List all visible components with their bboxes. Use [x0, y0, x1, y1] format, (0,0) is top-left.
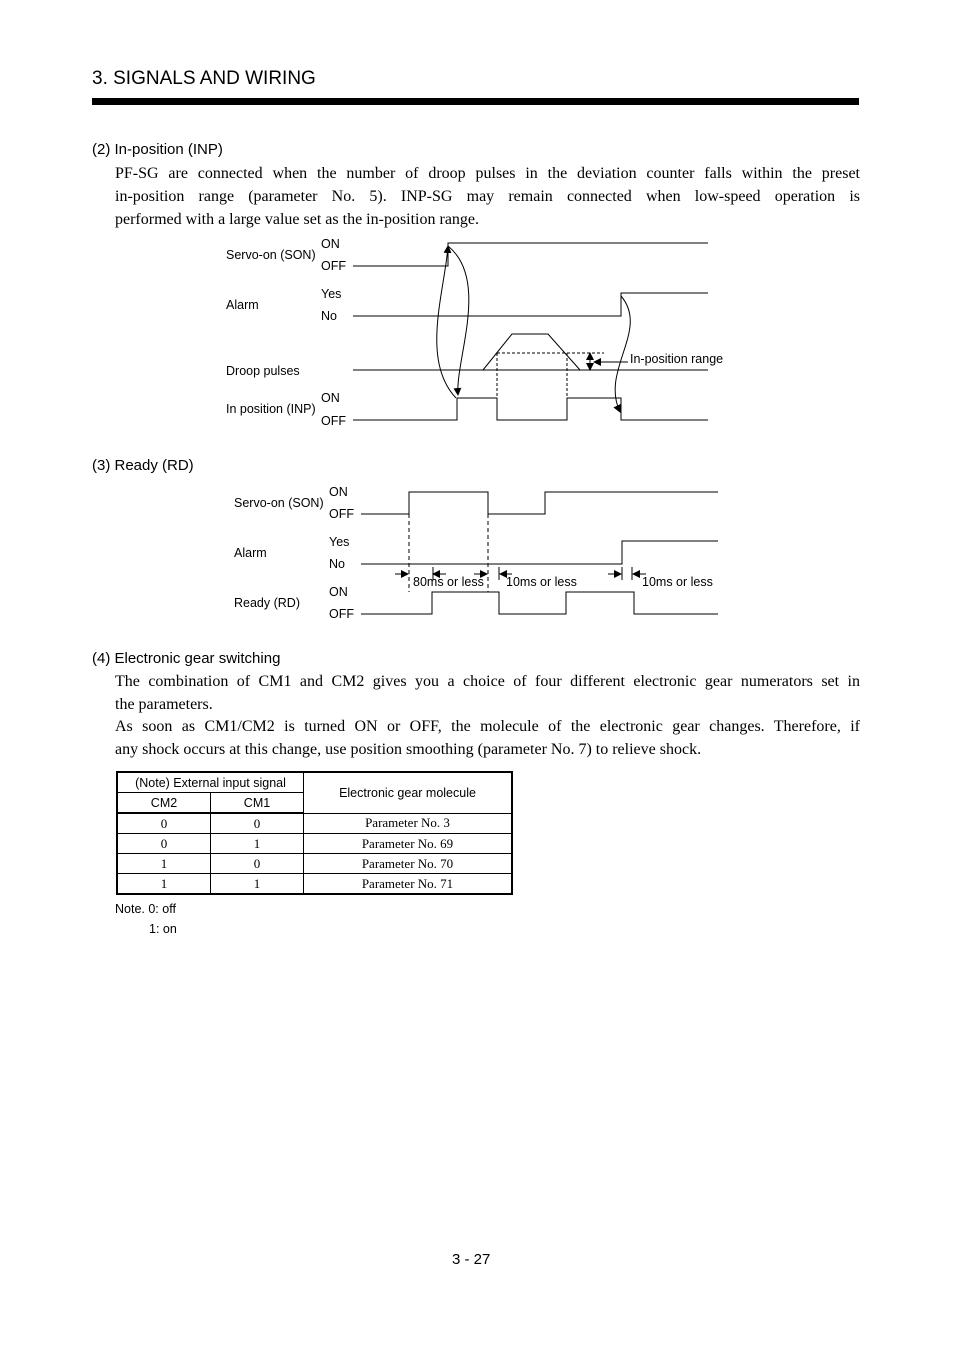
son-to-inp-arrow [437, 246, 456, 398]
chapter-title: 3. SIGNALS AND WIRING [92, 68, 316, 89]
gear-molecule-table [116, 771, 513, 895]
cell-molecule: Parameter No. 69 [304, 834, 513, 854]
table-row [117, 874, 512, 895]
son-to-inp-arrow [448, 246, 469, 395]
cell-molecule: Parameter No. 71 [304, 874, 513, 895]
paragraph-line: PF-SG are connected when the number of droop pulses in the deviation counter falls within the preset [115, 165, 860, 182]
gear-paragraph-1 [115, 670, 860, 716]
alarm-waveform [353, 293, 708, 316]
timing-label: 80ms or less [413, 575, 484, 589]
table-header-molecule: Electronic gear molecule [304, 772, 513, 813]
son-waveform [361, 492, 718, 514]
off-label: OFF [329, 507, 354, 521]
cell-cm1: 0 [211, 813, 304, 834]
cell-cm2: 1 [117, 854, 211, 874]
cell-cm1: 1 [211, 834, 304, 854]
paragraph-line: any shock occurs at this change, use position smoothing (parameter No. 7) to relieve shock. [115, 741, 702, 758]
table-header-cm1: CM1 [211, 793, 304, 814]
yes-label: Yes [321, 287, 342, 301]
son-waveform [353, 243, 708, 266]
table-row [117, 834, 512, 854]
on-label: ON [321, 391, 340, 405]
cell-cm2: 0 [117, 834, 211, 854]
no-label: No [321, 309, 337, 323]
no-label: No [329, 557, 345, 571]
table-note-line-1: Note. 0: off [115, 902, 176, 916]
table-row [117, 813, 512, 834]
on-label: ON [329, 485, 348, 499]
paragraph-line: the parameters. [115, 696, 213, 713]
table-row [117, 854, 512, 874]
paragraph-line: The combination of CM1 and CM2 gives you a choice of four different electronic gear numerators set in [115, 673, 860, 690]
on-label: ON [329, 585, 348, 599]
cell-cm1: 1 [211, 874, 304, 895]
cell-cm2: 0 [117, 813, 211, 834]
cell-molecule: Parameter No. 3 [304, 813, 513, 834]
on-label: ON [321, 237, 340, 251]
signal-label-droop: Droop pulses [226, 364, 300, 378]
paragraph-line: performed with a large value set as the in-position range. [115, 211, 480, 228]
signal-label-son: Servo-on (SON) [226, 248, 316, 262]
signal-label-alarm: Alarm [234, 546, 267, 560]
signal-label-son: Servo-on (SON) [234, 496, 324, 510]
signal-label-inp: In position (INP) [226, 402, 316, 416]
timing-label: 10ms or less [506, 575, 577, 589]
table-header-cm2: CM2 [117, 793, 211, 814]
cell-cm1: 0 [211, 854, 304, 874]
alarm-to-inp-arrow [615, 296, 630, 412]
signal-label-rd: Ready (RD) [234, 596, 300, 610]
cell-cm2: 1 [117, 874, 211, 895]
table-group-header: (Note) External input signal [117, 772, 304, 793]
off-label: OFF [329, 607, 354, 621]
off-label: OFF [321, 414, 346, 428]
inp-timing-diagram [226, 237, 723, 428]
rd-timing-diagram [234, 485, 718, 621]
inp-waveform [353, 398, 708, 420]
timing-label: 10ms or less [642, 575, 713, 589]
cell-molecule: Parameter No. 70 [304, 854, 513, 874]
section-heading-ready: (3) Ready (RD) [92, 457, 194, 474]
droop-waveform [483, 334, 580, 370]
signal-label-alarm: Alarm [226, 298, 259, 312]
rd-waveform [361, 592, 718, 614]
section-heading-gear-switching: (4) Electronic gear switching [92, 650, 281, 667]
paragraph-line: As soon as CM1/CM2 is turned ON or OFF, the molecule of the electronic gear changes. Therefore, if [115, 718, 860, 735]
gear-paragraph-2 [115, 715, 860, 761]
section-heading-in-position: (2) In-position (INP) [92, 141, 223, 158]
alarm-waveform [361, 541, 718, 564]
in-position-range-label: In-position range [630, 352, 724, 366]
yes-label: Yes [329, 535, 350, 549]
off-label: OFF [321, 259, 346, 273]
paragraph-line: in-position range (parameter No. 5). INP-SG may remain connected when low-speed operation is [115, 188, 860, 205]
page-number: 3 - 27 [452, 1251, 491, 1268]
table-note-line-2: 1: on [149, 922, 177, 936]
